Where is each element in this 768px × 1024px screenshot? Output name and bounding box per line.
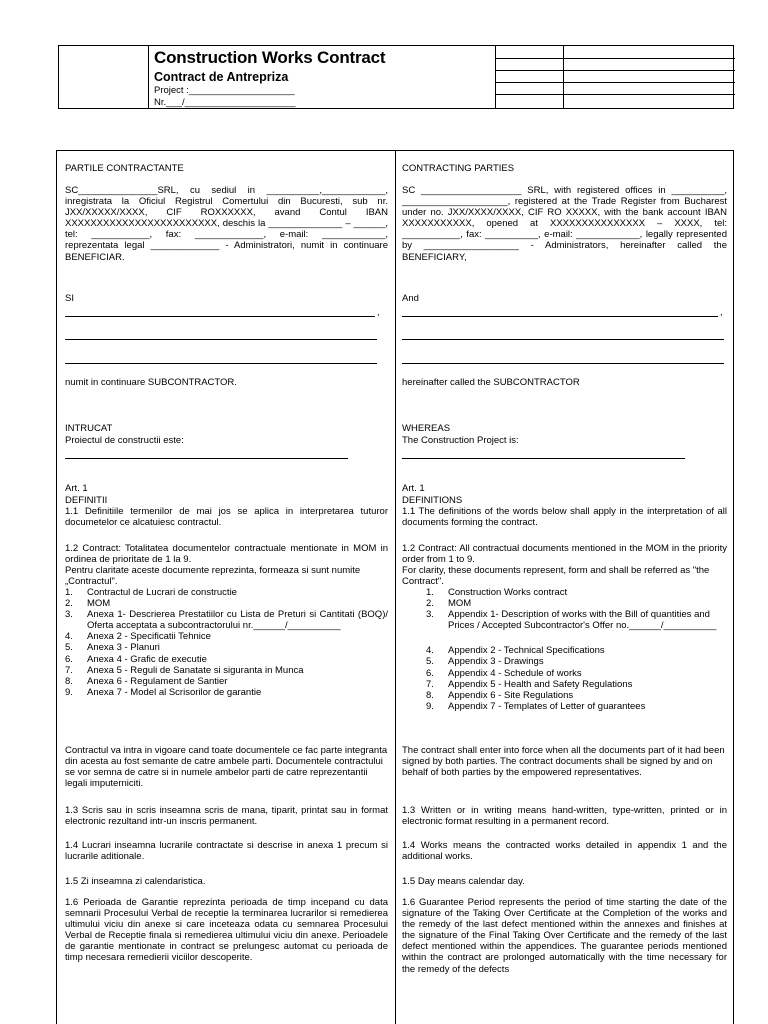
- definition-1-4: 1.4 Lucrari inseamna lucrarile contractate si descrise in anexa 1 precum si lucrarile aditionale.: [65, 840, 388, 863]
- entry-into-force: Contractul va intra in vigoare cand toate documentele ce fac parte integranta din acesta au fost semante de catre ambele parti. Documentele contractului se vor semna de catre si in numele ambelor parti de catre reprezentantii legali imputerniciti.: [65, 745, 388, 790]
- definitions-title: DEFINITIONS: [402, 495, 463, 506]
- list-item: 5. Appendix 3 - Drawings: [426, 656, 544, 668]
- definition-1-4: 1.4 Works means the contracted works detailed in appendix 1 and the additional works.: [402, 840, 727, 863]
- definition-1-2-clarity: For clarity, these documents represent, form and shall be referred as "the Contract".: [402, 565, 710, 588]
- project-label: Proiectul de constructii este:: [65, 435, 184, 446]
- document-header: [58, 45, 734, 109]
- project-field: Project :____________________: [154, 85, 295, 96]
- definition-1-2: 1.2 Contract: All contractual documents mentioned in the MOM in the priority order from 1 to 9.: [402, 543, 727, 566]
- line-comma: ,: [720, 307, 723, 318]
- whereas-label: WHEREAS: [402, 423, 451, 434]
- list-item: 4. Anexa 2 - Specificatii Tehnice: [65, 631, 211, 643]
- article-number: Art. 1: [65, 483, 88, 494]
- document-list: [65, 587, 388, 698]
- and-label: And: [402, 293, 419, 304]
- list-item: 6. Appendix 4 - Schedule of works: [426, 667, 582, 679]
- contract-body: [56, 150, 734, 1024]
- definition-1-6: 1.6 Guarantee Period represents the period of time starting the date of the signature of the Taking Over Certificate at the Completion of the works and the remedy of the last defect mentioned within the annexes and finishes at the signature of the Final Taking Over Certificate and the remedy of the last defect mentioned within the appendices. The guarantee periods mentioned within the contract are prolonged automatically with the time necessary for the remedy of the defects: [402, 897, 727, 975]
- list-item: 1. Construction Works contract: [426, 587, 568, 598]
- list-item: 5. Anexa 3 - Planuri: [65, 642, 160, 654]
- list-item: 7. Anexa 5 - Reguli de Sanatate si siguranta in Munca: [65, 664, 304, 676]
- section-heading: PARTILE CONTRACTANTE: [65, 163, 184, 174]
- definition-1-2: 1.2 Contract: Totalitatea documentelor contractuale mentionate in MOM in ordinea de prioritate de 1 la 9.: [65, 543, 388, 566]
- document-subtitle: Contract de Antrepriza: [154, 70, 289, 84]
- list-item: 1. Contractul de Lucrari de constructie: [65, 587, 237, 598]
- logo-box: [59, 46, 149, 108]
- parties-paragraph: SC_______________SRL, cu sediul in __________,____________, inregistrata la Oficiul Registrul Comertului din Bucuresti, sub nr. JXX/XXXXX/XXXX, CIF ROXXXXXX, avand Contul IBAN XXXXXXXXXXXXXXXXXXXXXXXX, deschis la ______________ – ______, tel: ___________, fax: _____________, e-mail: ____________, reprezentata legal _____________ - Administratori, numit in continuare BENEFICIAR.: [65, 185, 388, 263]
- list-item: 4. Appendix 2 - Technical Specifications: [426, 645, 605, 657]
- number-field: Nr.___/_____________________: [154, 97, 296, 108]
- list-item: 3. Appendix 1- Description of works with the Bill of quantities and Prices / Accepted Subcontractor's Offer no.______/__________: [426, 609, 717, 632]
- revision-grid: [495, 46, 735, 108]
- project-label: The Construction Project is:: [402, 435, 519, 446]
- list-item: 9. Appendix 7 - Templates of Letter of guarantees: [426, 700, 646, 712]
- whereas-label: INTRUCAT: [65, 423, 113, 434]
- header-titles: [154, 48, 544, 109]
- definition-1-5: 1.5 Day means calendar day.: [402, 876, 525, 887]
- list-item: 8. Appendix 6 - Site Regulations: [426, 689, 574, 701]
- list-item: 2. MOM: [426, 598, 472, 610]
- line-comma: ,: [377, 307, 380, 318]
- definition-1-5: 1.5 Zi inseamna zi calendaristica.: [65, 876, 206, 887]
- definition-1-3: 1.3 Written or in writing means hand-written, type-written, printed or in electronic format resulting in a permanent record.: [402, 805, 727, 828]
- definition-1-1: 1.1 The definitions of the words below shall apply in the interpretation of all documents forming the contract.: [402, 506, 727, 529]
- definition-1-3: 1.3 Scris sau in scris inseamna scris de mana, tiparit, printat sau in format electronic rezultand intr-un inscris permanent.: [65, 805, 388, 828]
- entry-into-force: The contract shall enter into force when all the documents part of it had been signed by both parties. The contract documents shall be signed by and on behalf of both parties by the empowered representatives.: [402, 745, 725, 779]
- definition-1-6: 1.6 Perioada de Garantie reprezinta perioada de timp incepand cu data semnarii Procesului Verbal de receptie la terminarea lucrarilor si remedierea ultimului viciu din anexe si care inceteaza odata cu semnarea Procesului Verbal de Receptie finala si remedierea ultimului viciu din anexe. Perioadele de garantie mentionate in contract se prelungesc automat cu perioada de timp necesara remedierii viciilor descoperite.: [65, 897, 388, 964]
- list-item: 2. MOM: [65, 598, 111, 610]
- list-item: 6. Anexa 4 - Grafic de executie: [65, 653, 207, 665]
- definition-1-2-clarity: Pentru claritate aceste documente reprezinta, formeaza si sunt numite „Contractul".: [65, 565, 361, 588]
- section-heading: CONTRACTING PARTIES: [402, 163, 515, 174]
- list-item: 8. Anexa 6 - Regulament de Santier: [65, 675, 228, 687]
- and-label: SI: [65, 293, 74, 304]
- article-number: Art. 1: [402, 483, 425, 494]
- definitions-title: DEFINITII: [65, 495, 108, 506]
- list-item: 9. Anexa 7 - Model al Scrisorilor de garantie: [65, 686, 262, 698]
- subcontractor-label: hereinafter called the SUBCONTRACTOR: [402, 377, 580, 388]
- subcontractor-label: numit in continuare SUBCONTRACTOR.: [65, 377, 237, 388]
- definition-1-1: 1.1 Definitiile termenilor de mai jos se aplica in interpretarea tuturor documetelor ce alcatuiesc contractul.: [65, 506, 388, 529]
- document-title: Construction Works Contract: [154, 48, 386, 67]
- list-item: 3. Anexa 1- Descrierea Prestatiilor cu Lista de Preturi si Cantitati (BOQ)/ Oferta acceptata a subcontractorului nr.______/__________: [65, 609, 388, 632]
- list-item: 7. Appendix 5 - Health and Safety Regulations: [426, 678, 633, 690]
- parties-paragraph: SC ___________________ SRL, with registered offices in __________, ____________________, registered at the Trade Register from Bucharest under no. JXX/XXXX/XXXX, CIF RO XXXXX, with the bank account IBAN XXXXXXXXXXX, opened at XXXXXXXXXXXXXXX – XXXX, tel: ___________, fax: __________, e-mail: ____________, legally represented by __________________ - Administrators, hereinafter called the BENEFICIARY,: [402, 185, 727, 263]
- document-list: [402, 587, 727, 712]
